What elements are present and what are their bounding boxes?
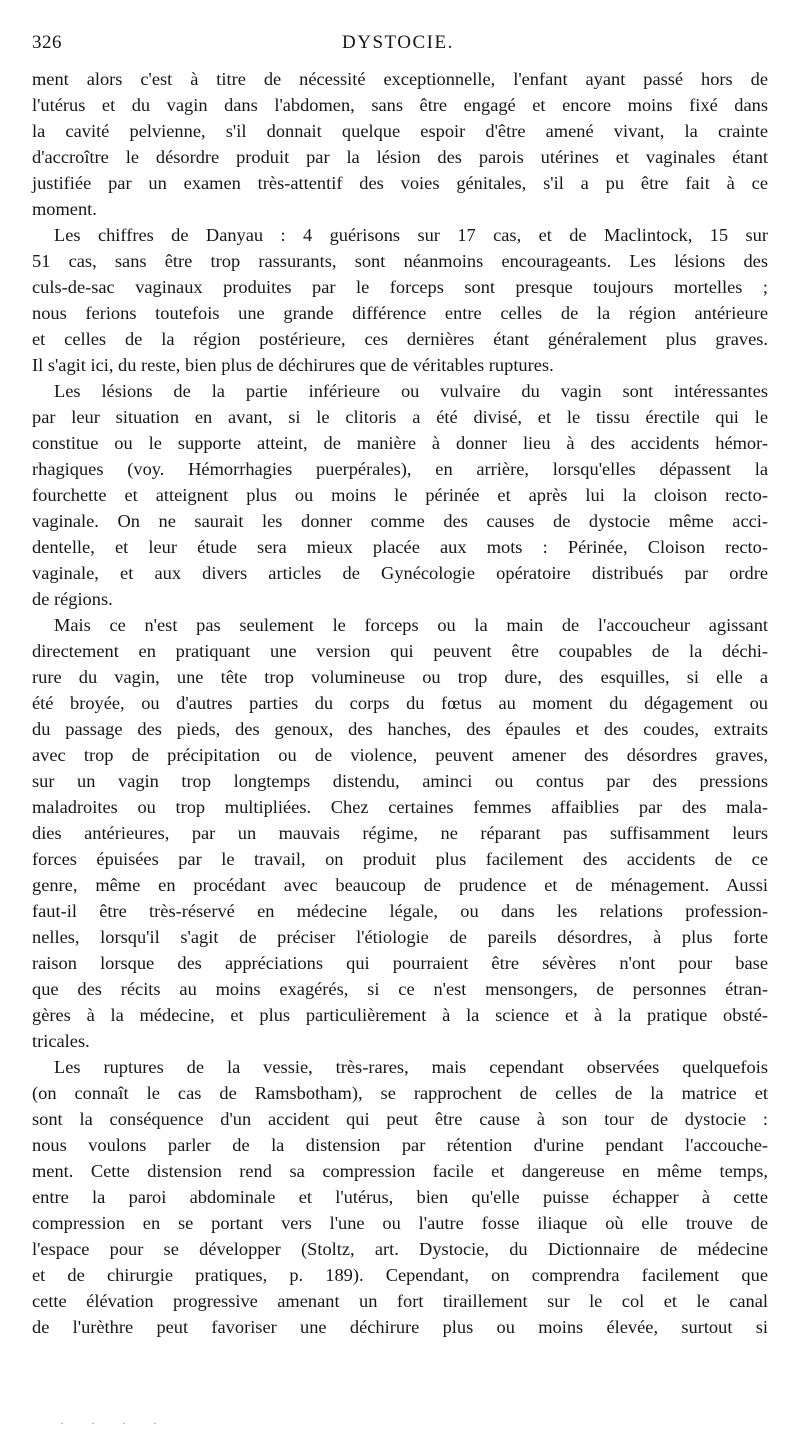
text-line: Les lésions de la partie inférieure ou vulvaire du vagin sont intéressantes — [54, 381, 768, 401]
text-line: d'accroître le désordre produit par la lésion des parois utérines et vaginales étant — [32, 147, 768, 167]
text-line: que des récits au moins exagérés, si ce n'est mensongers, de personnes étran- — [32, 979, 768, 999]
text-line: sur un vagin trop longtemps distendu, aminci ou contus par des pressions — [32, 771, 768, 791]
page-number: 326 — [32, 32, 62, 53]
text-line: du passage des pieds, des genoux, des hanches, des épaules et des coudes, extraits — [32, 719, 768, 739]
text-line: Mais ce n'est pas seulement le forceps ou la main de l'accoucheur agissant — [54, 615, 768, 635]
text-line: directement en pratiquant une version qui peuvent être coupables de la déchi- — [32, 641, 768, 661]
text-line: maladroites ou trop multipliées. Chez certaines femmes affaiblies par des mala- — [32, 797, 768, 817]
text-line: constitue ou le supporte atteint, de manière à donner lieu à des accidents hémor- — [32, 433, 768, 453]
text-line: Les chiffres de Danyau : 4 guérisons sur 17 cas, et de Maclintock, 15 sur — [54, 225, 768, 245]
text-line: avec trop de précipitation ou de violence, peuvent amener des désordres graves, — [32, 745, 768, 765]
text-line: fourchette et atteignent plus ou moins le périnée et après lui la cloison recto- — [32, 485, 768, 505]
text-line: genre, même en procédant avec beaucoup de prudence et de ménagement. Aussi — [32, 875, 768, 895]
text-line: rhagiques (voy. Hémorrhagies puerpérales), en arrière, lorsqu'elles dépassent la — [32, 459, 768, 479]
text-line: (on connaît le cas de Ramsbotham), se rapprochent de celles de la matrice et — [32, 1083, 768, 1103]
text-line: et celles de la région postérieure, ces dernières étant généralement plus graves. — [32, 329, 768, 349]
text-line: culs-de-sac vaginaux produites par le forceps sont presque toujours mortelles ; — [32, 277, 768, 297]
text-line: nelles, lorsqu'il s'agit de préciser l'étiologie de pareils désordres, à plus forte — [32, 927, 768, 947]
page-footer-marks: · · · · — [60, 1416, 169, 1430]
text-line: Les ruptures de la vessie, très-rares, mais cependant observées quelquefois — [54, 1057, 768, 1077]
text-line: été broyée, ou d'autres parties du corps du fœtus au moment du dégagement ou — [32, 693, 768, 713]
text-line: nous voulons parler de la distension par rétention d'urine pendant l'accouche- — [32, 1135, 768, 1155]
page-header — [32, 28, 768, 62]
text-line: la cavité pelvienne, s'il donnait quelque espoir d'être amené vivant, la crainte — [32, 121, 768, 141]
text-line: dies antérieures, par un mauvais régime, ne réparant pas suffisamment leurs — [32, 823, 768, 843]
text-line: gères à la médecine, et plus particulièrement à la science et à la pratique obsté- — [32, 1005, 768, 1025]
text-line: tricales. — [32, 1031, 90, 1051]
running-title: DYSTOCIE. — [342, 32, 454, 53]
text-line: vaginale. On ne saurait les donner comme des causes de dystocie même acci- — [32, 511, 768, 531]
text-line: justifiée par un examen très-attentif des voies génitales, s'il a pu être fait à ce — [32, 173, 768, 193]
text-line: sont la conséquence d'un accident qui peut être cause à son tour de dystocie : — [32, 1109, 768, 1129]
text-line: vaginale, et aux divers articles de Gynécologie opératoire distribués par ordre — [32, 563, 768, 583]
text-line: et de chirurgie pratiques, p. 189). Cependant, on comprendra facilement que — [32, 1265, 768, 1285]
text-line: cette élévation progressive amenant un fort tiraillement sur le col et le canal — [32, 1291, 768, 1311]
text-line: raison lorsque des appréciations qui pourraient être sévères n'ont pour base — [32, 953, 768, 973]
text-line: dentelle, et leur étude sera mieux placée aux mots : Périnée, Cloison recto- — [32, 537, 768, 557]
text-line: faut-il être très-réservé en médecine légale, ou dans les relations profession- — [32, 901, 768, 921]
text-line: entre la paroi abdominale et l'utérus, bien qu'elle puisse échapper à cette — [32, 1187, 768, 1207]
text-line: ment alors c'est à titre de nécessité exceptionnelle, l'enfant ayant passé hors de — [32, 69, 768, 89]
text-line: moment. — [32, 199, 97, 219]
body-text — [32, 66, 768, 1340]
text-line: compression en se portant vers l'une ou l'autre fosse iliaque où elle trouve de — [32, 1213, 768, 1233]
text-line: 51 cas, sans être trop rassurants, sont néanmoins encourageants. Les lésions des — [32, 251, 768, 271]
text-line: ment. Cette distension rend sa compression facile et dangereuse en même temps, — [32, 1161, 768, 1181]
text-line: forces épuisées par le travail, on produit plus facilement des accidents de ce — [32, 849, 768, 869]
text-line: Il s'agit ici, du reste, bien plus de déchirures que de véritables ruptures. — [32, 355, 554, 375]
text-line: nous ferions toutefois une grande différence entre celles de la région antérieure — [32, 303, 768, 323]
text-line: par leur situation en avant, si le clitoris a été divisé, et le tissu érectile qui le — [32, 407, 768, 427]
text-line: l'utérus et du vagin dans l'abdomen, sans être engagé et encore moins fixé dans — [32, 95, 768, 115]
text-line: rure du vagin, une tête trop volumineuse ou trop dure, des esquilles, si elle a — [32, 667, 768, 687]
text-line: l'espace pour se développer (Stoltz, art. Dystocie, du Dictionnaire de médecine — [32, 1239, 768, 1259]
book-page — [32, 28, 768, 1340]
text-line: de l'urèthre peut favoriser une déchirure plus ou moins élevée, surtout si — [32, 1317, 768, 1337]
text-line: de régions. — [32, 589, 113, 609]
